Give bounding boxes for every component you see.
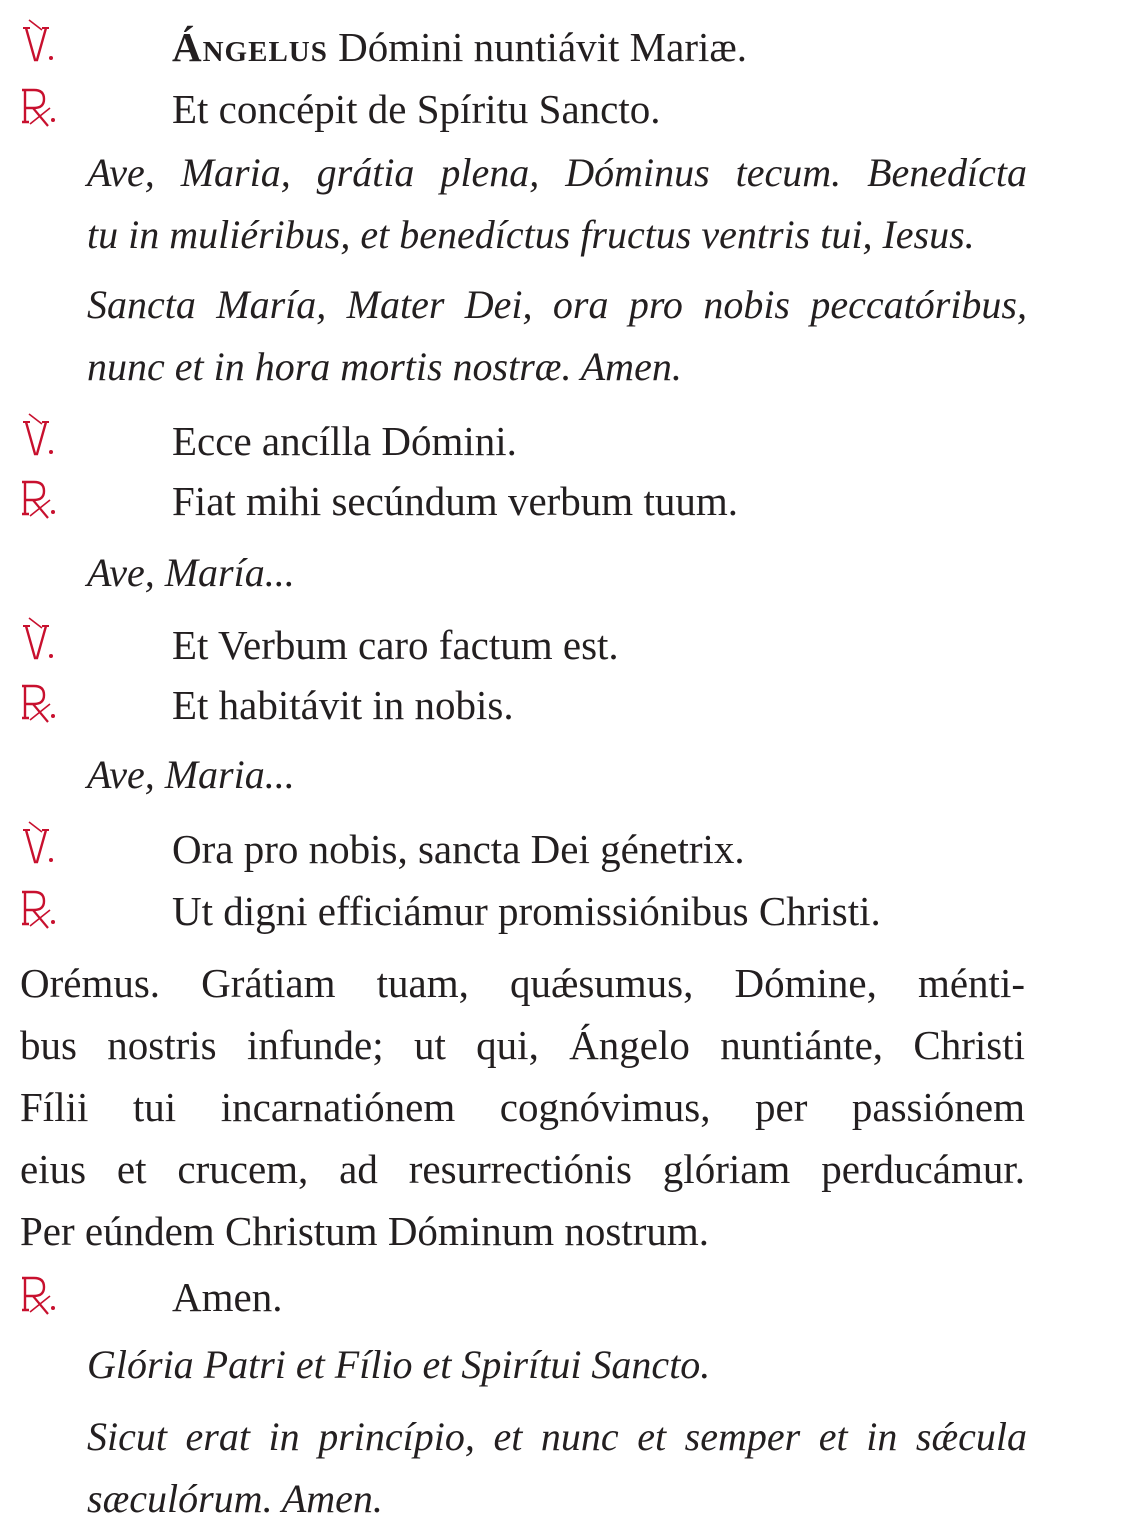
ave-maria-short-2 — [87, 744, 1027, 806]
lead-word: Ángelus — [172, 24, 328, 70]
response-3-text: Et habitávit in nobis. — [172, 682, 514, 728]
sancta-maria-line-1: Sancta María, Mater Dei, ora pro nobis peccatóribus, — [87, 282, 1027, 327]
versicle-icon — [20, 818, 80, 880]
response-1-text: Et concépit de Spíritu Sancto. — [172, 86, 661, 132]
sicut-erat — [87, 1406, 1027, 1530]
versicle-1-text: Dómini nuntiávit Mariæ. — [327, 24, 747, 70]
response-icon — [20, 470, 80, 532]
gloria-patri — [87, 1334, 1027, 1396]
sancta-maria-block — [87, 274, 1027, 398]
response-icon — [20, 1266, 80, 1328]
gloria-patri-text: Glória Patri et Fílio et Spirítui Sancto. — [87, 1342, 711, 1387]
response-5-text: Amen. — [172, 1274, 283, 1320]
versicle-4-text: Ora pro nobis, sancta Dei génetrix. — [172, 826, 745, 872]
response-3 — [0, 674, 1124, 736]
sicut-erat-line-1: Sicut erat in princípio, et nunc et semper et in sǽcula — [87, 1414, 1027, 1459]
ave-maria-line-1: Ave, Maria, grátia plena, Dóminus tecum. Benedícta — [87, 150, 1027, 195]
versicle-3-text: Et Verbum caro factum est. — [172, 622, 619, 668]
oremus-line-1: Orémus. Grátiam tuam, quǽsumus, Dómine, ménti- — [20, 960, 1025, 1006]
oremus-line-5: Per eúndem Christum Dóminum nostrum. — [20, 1208, 709, 1254]
response-4 — [0, 880, 1124, 942]
response-icon — [20, 674, 80, 736]
versicle-2 — [0, 410, 1124, 472]
versicle-1 — [0, 16, 1124, 78]
versicle-icon — [20, 410, 80, 472]
response-2-text: Fiat mihi secúndum verbum tuum. — [172, 478, 738, 524]
versicle-text — [172, 20, 747, 74]
oremus-line-2: bus nostris infunde; ut qui, Ángelo nuntiánte, Christi — [20, 1022, 1025, 1068]
response-5 — [0, 1266, 1124, 1328]
response-2 — [0, 470, 1124, 532]
oremus-prayer — [20, 952, 1025, 1262]
oremus-line-3: Fílii tui incarnatiónem cognóvimus, per passiónem — [20, 1084, 1025, 1130]
response-1 — [0, 78, 1124, 140]
response-4-text: Ut digni efficiámur promissiónibus Christi. — [172, 888, 881, 934]
sicut-erat-line-2: sæculórum. Amen. — [87, 1476, 383, 1521]
versicle-3 — [0, 614, 1124, 676]
ave-maria-line-2: tu in muliéribus, et benedíctus fructus ventris tui, Iesus. — [87, 212, 975, 257]
versicle-icon — [20, 614, 80, 676]
oremus-line-4: eius et crucem, ad resurrectiónis glóriam perducámur. — [20, 1146, 1025, 1192]
ave-maria-short-1 — [87, 542, 1027, 604]
versicle-icon — [20, 16, 80, 78]
sancta-maria-line-2: nunc et in hora mortis nostræ. Amen. — [87, 344, 682, 389]
versicle-2-text: Ecce ancílla Dómini. — [172, 418, 517, 464]
ave-maria-short-1-text: Ave, María... — [87, 550, 295, 595]
response-icon — [20, 78, 80, 140]
response-icon — [20, 880, 80, 942]
ave-maria-short-2-text: Ave, Maria... — [87, 752, 295, 797]
ave-maria-block — [87, 142, 1027, 266]
versicle-4 — [0, 818, 1124, 880]
